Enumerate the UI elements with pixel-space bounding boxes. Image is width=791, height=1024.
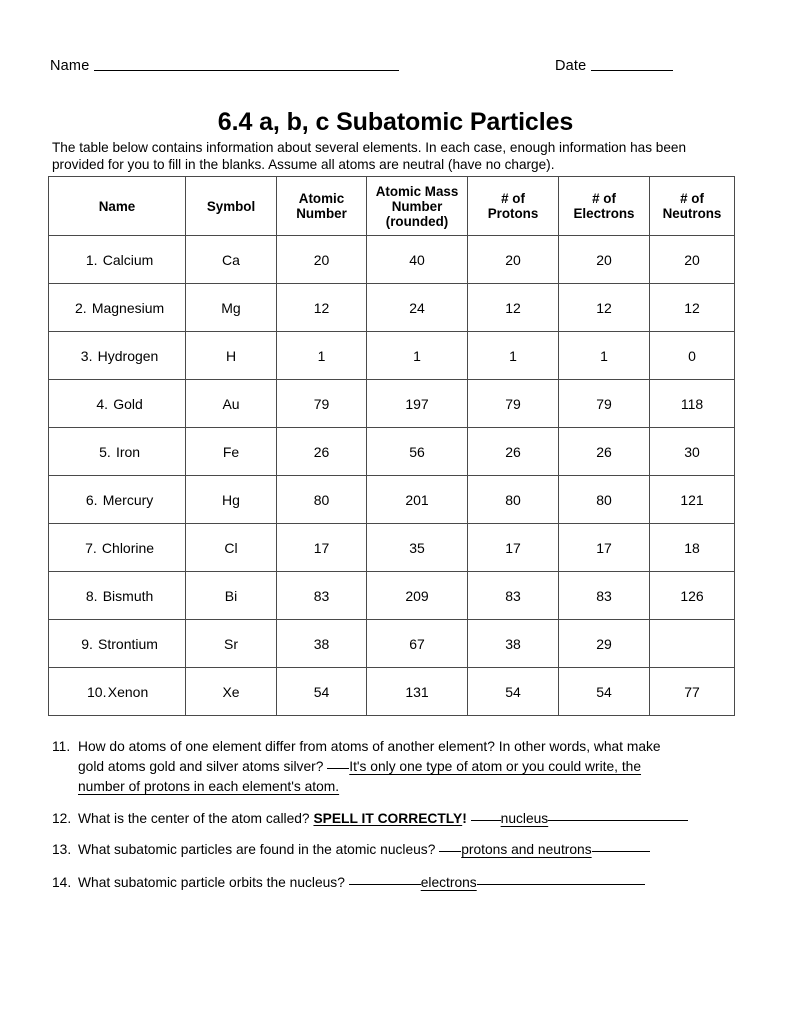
cell-electrons[interactable]: 20 (559, 236, 650, 284)
table-row (49, 620, 735, 668)
answer-trail-rule[interactable] (477, 883, 645, 885)
table-row (49, 284, 735, 332)
column-header-atomic-mass-number (367, 177, 468, 236)
cell-neutrons[interactable]: 77 (650, 668, 735, 716)
elements-table-wrapper (48, 176, 734, 716)
name-label: Name (50, 58, 90, 74)
cell-electrons[interactable]: 79 (559, 380, 650, 428)
cell-electrons[interactable]: 26 (559, 428, 650, 476)
question-11-answer-line1[interactable]: It's only one type of atom or you could write, the (349, 759, 642, 774)
cell-mass-number[interactable]: 67 (367, 620, 468, 668)
question-13-text: What subatomic particles are found in the atomic nucleus? (78, 842, 436, 857)
cell-protons[interactable]: 79 (468, 380, 559, 428)
intro-paragraph: The table below contains information about several elements. In each case, enough information has been provided for you to fill in the blanks. Assume all atoms are neutral (have no charge). (52, 140, 687, 172)
cell-symbol[interactable]: Bi (186, 572, 277, 620)
date-field-group (555, 58, 673, 74)
cell-atomic-number[interactable]: 17 (277, 524, 367, 572)
cell-name (49, 284, 186, 332)
header-line: (rounded) (385, 213, 449, 229)
cell-electrons[interactable]: 17 (559, 524, 650, 572)
column-header-name (49, 177, 186, 236)
cell-electrons[interactable]: 1 (559, 332, 650, 380)
cell-neutrons[interactable]: 18 (650, 524, 735, 572)
cell-symbol[interactable]: Cl (186, 524, 277, 572)
cell-symbol[interactable]: Hg (186, 476, 277, 524)
cell-name (49, 428, 186, 476)
column-header-symbol (186, 177, 277, 236)
question-12-answer[interactable]: nucleus (500, 811, 549, 826)
cell-mass-number[interactable]: 201 (367, 476, 468, 524)
cell-atomic-number[interactable]: 26 (277, 428, 367, 476)
header-line: Name (98, 198, 136, 214)
question-14 (52, 873, 752, 893)
cell-neutrons[interactable]: 0 (650, 332, 735, 380)
cell-symbol[interactable]: Ca (186, 236, 277, 284)
cell-name (49, 380, 186, 428)
cell-neutrons[interactable]: 12 (650, 284, 735, 332)
cell-symbol[interactable]: H (186, 332, 277, 380)
cell-electrons[interactable]: 80 (559, 476, 650, 524)
table-row (49, 236, 735, 284)
header-line: Electrons (573, 206, 635, 221)
table-row (49, 332, 735, 380)
cell-neutrons[interactable]: 118 (650, 380, 735, 428)
row-index: 1. (85, 251, 98, 268)
row-index: 2. (74, 299, 87, 316)
cell-mass-number[interactable]: 1 (367, 332, 468, 380)
element-name: Mercury (102, 491, 154, 508)
cell-name (49, 668, 186, 716)
name-field-group (50, 58, 399, 74)
table-row (49, 524, 735, 572)
cell-neutrons[interactable]: 121 (650, 476, 735, 524)
cell-atomic-number[interactable]: 12 (277, 284, 367, 332)
question-number: 14. (52, 875, 72, 890)
cell-atomic-number[interactable]: 20 (277, 236, 367, 284)
element-name: Calcium (102, 251, 154, 268)
cell-atomic-number[interactable]: 1 (277, 332, 367, 380)
header-line: # of (680, 191, 704, 206)
answer-lead-rule[interactable] (349, 883, 421, 885)
table-header (49, 177, 735, 236)
header-row (49, 177, 735, 236)
question-number: 12. (52, 811, 72, 826)
table-row (49, 428, 735, 476)
cell-protons[interactable]: 17 (468, 524, 559, 572)
cell-protons[interactable]: 83 (468, 572, 559, 620)
question-13-answer[interactable]: protons and neutrons (461, 842, 592, 857)
cell-mass-number[interactable]: 209 (367, 572, 468, 620)
cell-symbol[interactable]: Mg (186, 284, 277, 332)
cell-neutrons[interactable]: 126 (650, 572, 735, 620)
cell-atomic-number[interactable]: 80 (277, 476, 367, 524)
element-name: Magnesium (91, 299, 165, 316)
row-index: 10. (87, 683, 107, 700)
question-13-body (78, 840, 752, 860)
name-date-header (50, 58, 740, 84)
elements-table (48, 176, 735, 716)
column-header-protons (468, 177, 559, 236)
cell-protons[interactable]: 54 (468, 668, 559, 716)
cell-protons[interactable]: 80 (468, 476, 559, 524)
table-row (49, 476, 735, 524)
cell-protons[interactable]: 20 (468, 236, 559, 284)
cell-mass-number[interactable]: 24 (367, 284, 468, 332)
header-line: # of (501, 191, 525, 206)
cell-symbol[interactable]: Fe (186, 428, 277, 476)
cell-atomic-number[interactable]: 38 (277, 620, 367, 668)
cell-protons[interactable]: 38 (468, 620, 559, 668)
answer-lead-rule[interactable] (471, 819, 501, 821)
question-11-line3 (78, 777, 752, 797)
cell-mass-number[interactable]: 35 (367, 524, 468, 572)
cell-name (49, 572, 186, 620)
question-11-line2 (78, 757, 752, 777)
element-name: Strontium (98, 635, 158, 652)
table-row (49, 380, 735, 428)
answer-trail-rule[interactable] (592, 850, 650, 852)
header-line: Protons (487, 206, 539, 221)
row-index: 8. (85, 587, 98, 604)
cell-name (49, 476, 186, 524)
cell-electrons[interactable]: 54 (559, 668, 650, 716)
table-body (49, 236, 735, 716)
row-index: 6. (85, 491, 98, 508)
cell-neutrons[interactable]: 20 (650, 236, 735, 284)
header-line: Atomic Mass (375, 183, 459, 199)
cell-name (49, 524, 186, 572)
question-11-line1: How do atoms of one element differ from atoms of another element? In other words, what make (78, 739, 661, 754)
question-14-answer[interactable]: electrons (420, 875, 477, 890)
header-line: # of (592, 191, 616, 206)
table-row (49, 668, 735, 716)
cell-electrons[interactable]: 83 (559, 572, 650, 620)
question-12-emphasis: SPELL IT CORRECTLY (313, 811, 463, 826)
header-line: Symbol (206, 198, 256, 214)
element-name: Chlorine (101, 539, 155, 556)
row-index: 7. (85, 539, 97, 556)
question-number: 11. (52, 739, 71, 754)
header-line: Atomic (298, 191, 345, 206)
table-row (49, 572, 735, 620)
question-12 (52, 809, 752, 829)
question-13 (52, 840, 752, 860)
cell-mass-number[interactable]: 197 (367, 380, 468, 428)
date-blank-line[interactable] (591, 69, 673, 71)
cell-symbol[interactable]: Xe (186, 668, 277, 716)
page-title: 6.4 a, b, c Subatomic Particles (217, 108, 574, 136)
element-name: Xenon (107, 683, 149, 700)
question-11-prompt-tail: gold atoms gold and silver atoms silver? (78, 759, 324, 774)
cell-atomic-number[interactable]: 54 (277, 668, 367, 716)
cell-neutrons[interactable]: 30 (650, 428, 735, 476)
cell-name (49, 332, 186, 380)
cell-mass-number[interactable]: 131 (367, 668, 468, 716)
answer-trail-rule[interactable] (548, 819, 688, 821)
question-12-exclaim: ! (462, 811, 467, 826)
question-14-text: What subatomic particle orbits the nucleus? (78, 875, 345, 890)
cell-electrons[interactable]: 12 (559, 284, 650, 332)
cell-neutrons[interactable] (650, 620, 735, 668)
element-name: Bismuth (102, 587, 154, 604)
cell-protons[interactable]: 1 (468, 332, 559, 380)
column-header-neutrons (650, 177, 735, 236)
cell-mass-number[interactable]: 40 (367, 236, 468, 284)
question-12-text: What is the center of the atom called? (78, 811, 310, 826)
cell-atomic-number[interactable]: 83 (277, 572, 367, 620)
cell-symbol[interactable]: Au (186, 380, 277, 428)
cell-protons[interactable]: 26 (468, 428, 559, 476)
question-11 (52, 737, 752, 797)
element-name: Gold (113, 395, 143, 412)
cell-name (49, 236, 186, 284)
row-index: 4. (96, 395, 109, 412)
answer-lead-rule[interactable] (327, 767, 349, 769)
cell-mass-number[interactable]: 56 (367, 428, 468, 476)
column-header-atomic-number (277, 177, 367, 236)
name-blank-line[interactable] (94, 69, 399, 71)
column-header-electrons (559, 177, 650, 236)
cell-protons[interactable]: 12 (468, 284, 559, 332)
cell-name (49, 620, 186, 668)
cell-electrons[interactable]: 29 (559, 620, 650, 668)
header-line: Number (391, 198, 443, 214)
date-label: Date (555, 58, 587, 74)
row-index: 5. (99, 443, 111, 460)
header-line: Neutrons (662, 206, 722, 221)
question-12-body (78, 809, 752, 829)
question-number: 13. (52, 842, 72, 857)
cell-symbol[interactable]: Sr (186, 620, 277, 668)
element-name: Iron (115, 443, 141, 460)
question-11-body (78, 737, 752, 797)
answer-lead-rule[interactable] (439, 850, 461, 852)
row-index: 3. (80, 347, 93, 364)
question-14-body (78, 873, 752, 893)
element-name: Hydrogen (97, 347, 159, 364)
row-index: 9. (81, 635, 93, 652)
cell-atomic-number[interactable]: 79 (277, 380, 367, 428)
header-line: Number (296, 206, 347, 221)
question-11-answer-line2[interactable]: number of protons in each element's atom. (78, 779, 340, 794)
